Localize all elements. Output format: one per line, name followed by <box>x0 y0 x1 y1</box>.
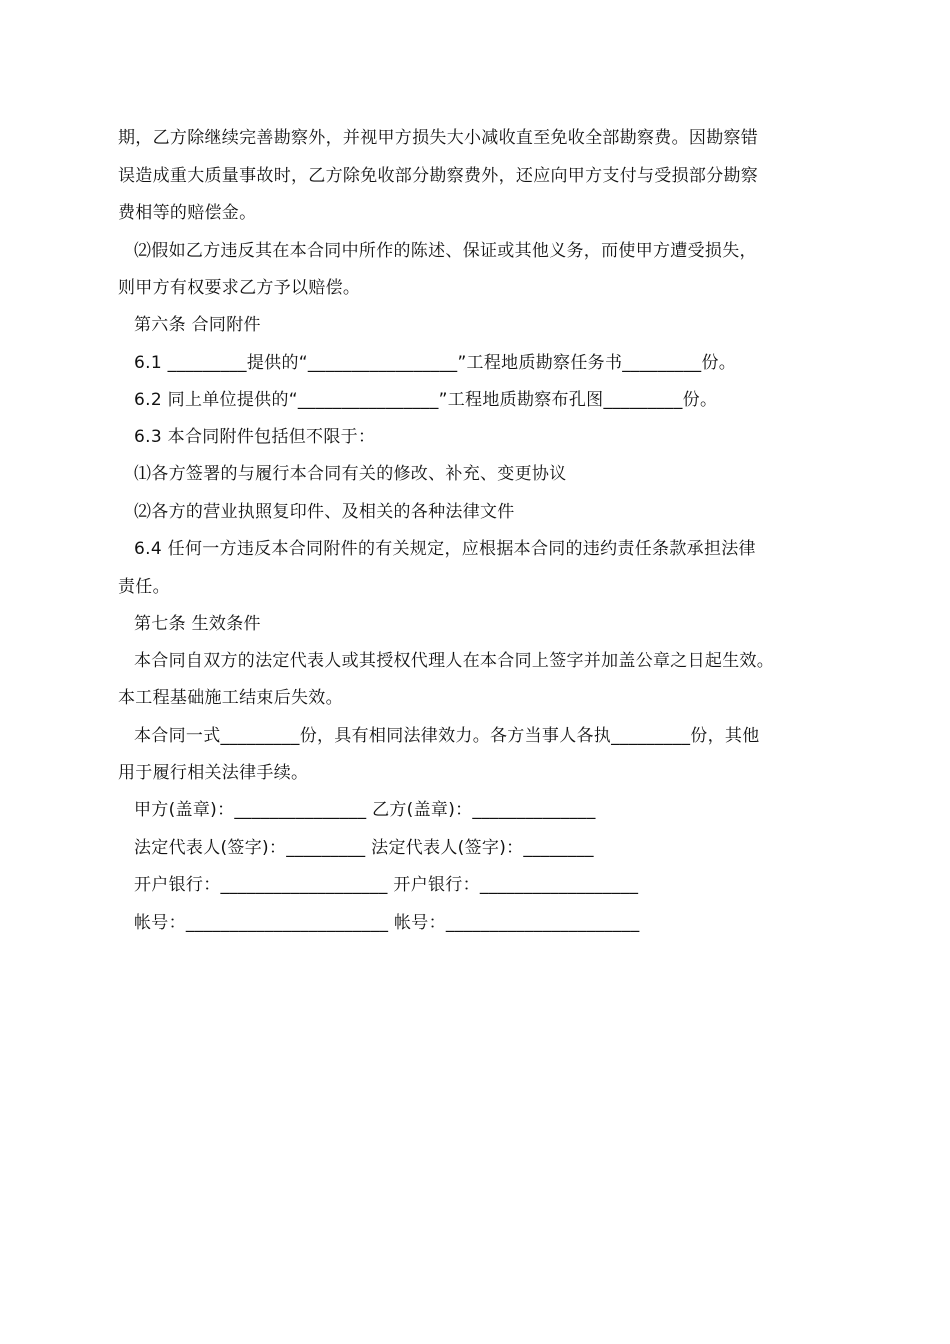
paragraph-line: 本工程基础施工结束后失效。 <box>118 688 343 708</box>
paragraph-line: 误造成重大质量事故时，乙方除免收部分勘察费外，还应向甲方支付与受损部分勘察 <box>118 166 759 186</box>
paragraph-line: 6.2 同上单位提供的“________________”工程地质勘察布孔图_________份。 <box>134 390 718 410</box>
paragraph-line: 本合同一式_________份，具有相同法律效力。各方当事人各执_________份，其他 <box>134 726 760 746</box>
signature-line: 法定代表人(签字)：_________ 法定代表人(签字)：________ <box>134 838 594 858</box>
paragraph-line: 用于履行相关法律手续。 <box>118 763 309 783</box>
paragraph-line: 6.4 任何一方违反本合同附件的有关规定，应根据本合同的违约责任条款承担法律 <box>134 539 756 559</box>
list-item: ⑵各方的营业执照复印件、及相关的各种法律文件 <box>134 502 515 522</box>
signature-line: 甲方(盖章)：_______________ 乙方(盖章)：______________ <box>134 800 596 820</box>
signature-line: 帐号：_______________________ 帐号：______________________ <box>134 913 640 933</box>
paragraph-line: 6.1 _________提供的“_________________”工程地质勘察任务书_________份。 <box>134 353 737 373</box>
paragraph-line: 费相等的赔偿金。 <box>118 203 257 223</box>
paragraph-line: ⑵假如乙方违反其在本合同中所作的陈述、保证或其他义务，而使甲方遭受损失， <box>134 241 757 261</box>
signature-line: 开户银行：___________________ 开户银行：__________________ <box>134 875 639 895</box>
section-heading: 第六条 合同附件 <box>134 315 261 335</box>
paragraph-line: 则甲方有权要求乙方予以赔偿。 <box>118 278 361 298</box>
paragraph-line: 本合同自双方的法定代表人或其授权代理人在本合同上签字并加盖公章之日起生效。 <box>134 651 775 671</box>
list-item: ⑴各方签署的与履行本合同有关的修改、补充、变更协议 <box>134 464 567 484</box>
section-heading: 第七条 生效条件 <box>134 614 261 634</box>
paragraph-line: 期，乙方除继续完善勘察外，并视甲方损失大小减收直至免收全部勘察费。因勘察错 <box>118 128 759 148</box>
paragraph-line: 责任。 <box>118 577 170 597</box>
paragraph-line: 6.3 本合同附件包括但不限于： <box>134 427 376 447</box>
